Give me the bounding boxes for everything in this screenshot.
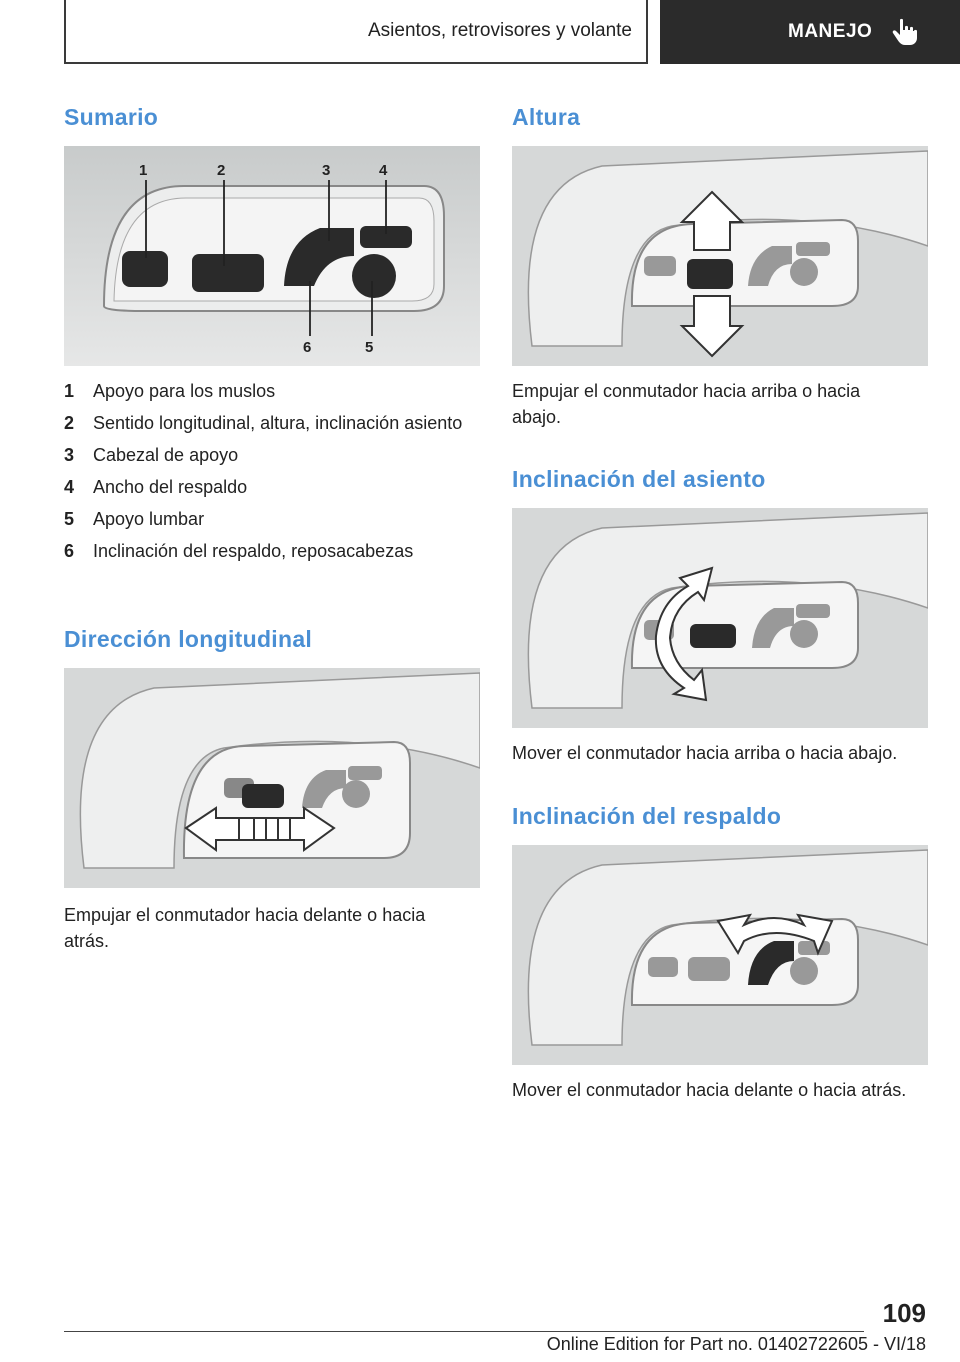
backrest-image (512, 845, 928, 1065)
longitudinal-image (64, 668, 480, 888)
hand-pointer-icon (892, 18, 918, 46)
summary-label-5: 5 (365, 339, 374, 356)
longitudinal-heading: Dirección longitudinal (64, 626, 313, 652)
seat-tilt-text: Mover el conmutador hacia arriba o hacia abajo. (512, 743, 898, 763)
footer-divider (64, 1331, 864, 1332)
seat-tilt-image (512, 508, 928, 728)
summary-image (64, 146, 480, 366)
longitudinal-text: Empujar el conmutador hacia delante o hacia atrás. (64, 905, 426, 951)
footer-edition: Online Edition for Part no. 01402722605 - VI/18 (546, 1334, 926, 1354)
summary-legend (64, 378, 484, 570)
seat-tilt-heading: Inclinación del asiento (512, 466, 766, 492)
summary-label-2: 2 (217, 162, 226, 179)
header-section-title: Asientos, retrovisores y volante (367, 20, 632, 41)
summary-heading: Sumario (64, 104, 159, 130)
summary-label-6: 6 (303, 339, 312, 356)
legend-item: 6 Inclinación del respaldo, reposacabezas (64, 541, 414, 561)
summary-label-4: 4 (379, 162, 388, 179)
backrest-heading: Inclinación del respaldo (512, 803, 782, 829)
backrest-text: Mover el conmutador hacia delante o hacia atrás. (512, 1080, 907, 1100)
height-heading: Altura (512, 104, 581, 130)
height-image (512, 146, 928, 366)
legend-item: 2 Sentido longitudinal, altura, inclinación asiento (64, 413, 463, 433)
height-text: Empujar el conmutador hacia arriba o hacia abajo. (512, 381, 861, 427)
header-section-box (64, 0, 648, 64)
summary-label-1: 1 (139, 162, 148, 179)
legend-item: 4 Ancho del respaldo (64, 477, 248, 497)
legend-item: 3 Cabezal de apoyo (64, 445, 239, 465)
legend-item: 5 Apoyo lumbar (64, 509, 205, 529)
page-number: 109 (882, 1298, 926, 1328)
summary-label-3: 3 (322, 162, 331, 179)
legend-item: 1 Apoyo para los muslos (64, 381, 276, 401)
header-chapter-title: MANEJO (788, 21, 873, 42)
header-chapter-box (660, 0, 960, 64)
